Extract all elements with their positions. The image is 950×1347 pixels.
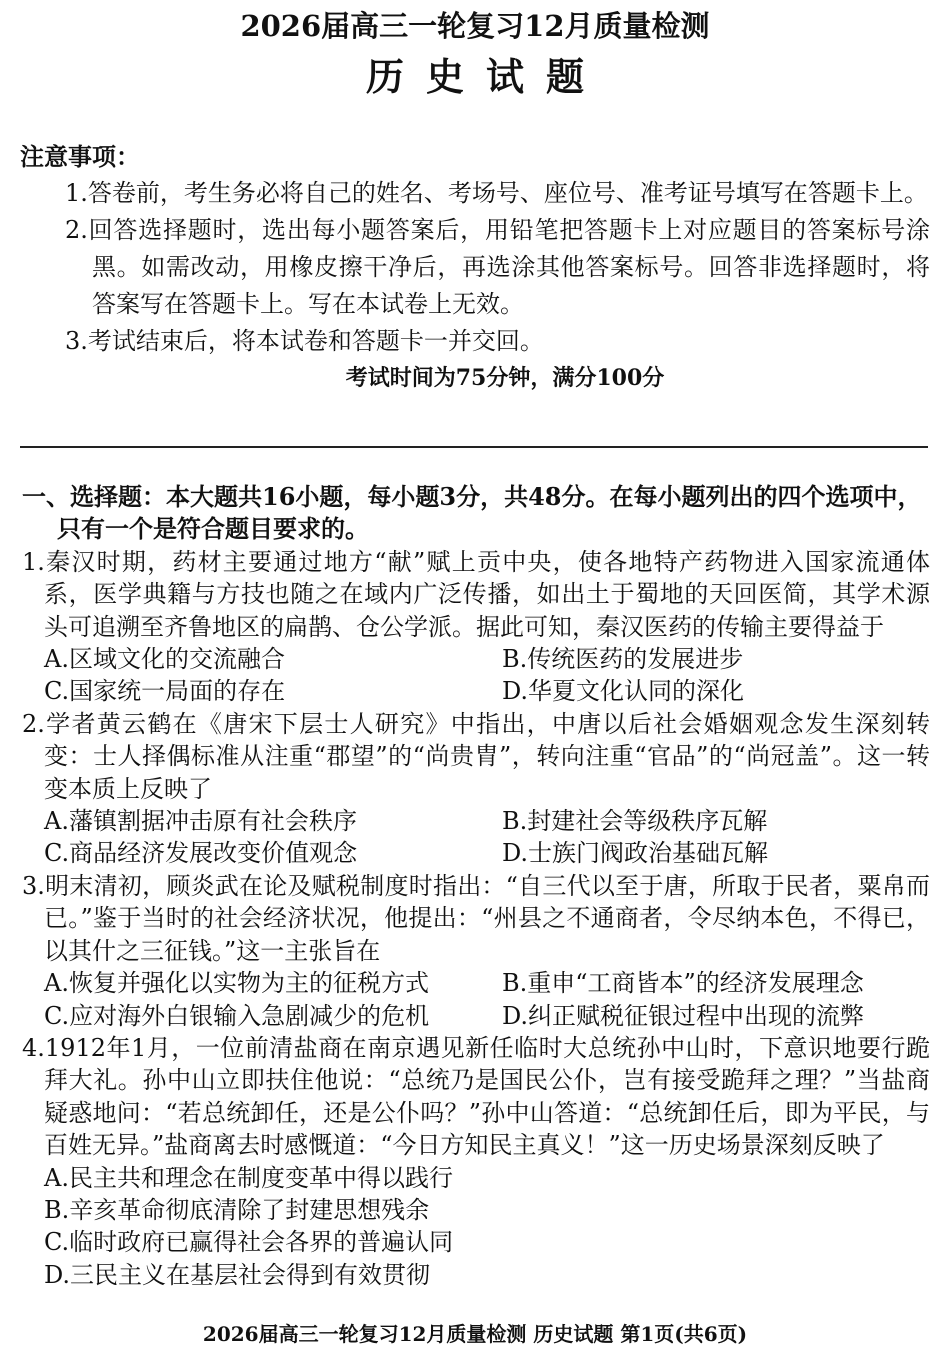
page-footer: 2026届高三一轮复习12月质量检测 历史试题 第1页(共6页): [202, 1322, 748, 1346]
question-stem: 2.学者黄云鹤在《唐宋下层士人研究》中指出，中唐以后社会婚姻观念发生深刻转变：士人择偶标准从注重“郡望”的“尚贵胄”，转向注重“官品”的“尚冠盖”。这一转变本质上反映了: [22, 709, 930, 803]
option-c: C.商品经济发展改变价值观念: [44, 839, 358, 868]
option-b: B.重申“工商皆本”的经济发展理念: [502, 969, 864, 998]
option-a: A.区域文化的交流融合: [44, 645, 285, 674]
option-d: D.纠正赋税征银过程中出现的流弊: [502, 1001, 865, 1030]
divider: [20, 446, 928, 448]
notes-heading: 注意事项：: [20, 142, 140, 171]
option-c: C.国家统一局面的存在: [44, 677, 286, 706]
option-c: C.临时政府已赢得社会各界的普遍认同: [44, 1228, 454, 1257]
note-item: 2.回答选择题时，选出每小题答案后，用铅笔把答题卡上对应题目的答案标号涂黑。如需改动，用橡皮擦干净后，再选涂其他答案标号。回答非选择题时，将答案写在答题卡上。写在本试卷上无效。: [65, 216, 930, 318]
option-b: B.封建社会等级秩序瓦解: [502, 807, 768, 836]
questions-section: [22, 481, 930, 1291]
option-a: A.民主共和理念在制度变革中得以践行: [44, 1163, 453, 1192]
option-c: C.应对海外白银输入急剧减少的危机: [44, 1001, 430, 1030]
option-a: A.藩镇割据冲击原有社会秩序: [44, 807, 357, 836]
question-stem: 3.明末清初，顾炎武在论及赋税制度时指出：“自三代以至于唐，所取于民者，粟帛而已。”鉴于当时的社会经济状况，他提出：“州县之不通商者，令尽纳本色，不得已，以其什之三征钱。”这一主张旨在: [22, 871, 930, 965]
question-4: [22, 1032, 930, 1291]
exam-subtitle: 历史试题: [365, 54, 606, 99]
notes-block: [20, 138, 930, 397]
option-b: B.传统医药的发展进步: [502, 645, 744, 674]
option-b: B.辛亥革命彻底清除了封建思想残余: [44, 1195, 430, 1224]
question-stem: 4.1912年1月，一位前清盐商在南京遇见新任临时大总统孙中山时，下意识地要行跪拜大礼。孙中山立即扶住他说：“总统乃是国民公仆，岂有接受跪拜之理？”当盐商疑惑地问：“若总统卸任，还是公仆吗？”孙中山答道：“总统卸任后，即为平民，与百姓无异。”盐商离去时感慨道：“今日方知民主真义！”这一历史场景深刻反映了: [22, 1033, 930, 1160]
note-item: 3.考试结束后，将本试卷和答题卡一并交回。: [65, 327, 544, 355]
exam-title: 2026届高三一轮复习12月质量检测: [240, 9, 710, 43]
question-1: [22, 546, 930, 708]
note-item: 1.答卷前，考生务必将自己的姓名、考场号、座位号、准考证号填写在答题卡上。: [65, 179, 928, 207]
option-d: D.三民主义在基层社会得到有效贯彻: [44, 1260, 431, 1289]
question-3: [22, 870, 930, 1032]
option-d: D.士族门阀政治基础瓦解: [502, 839, 769, 868]
option-a: A.恢复并强化以实物为主的征税方式: [44, 969, 429, 998]
exam-time: 考试时间为75分钟，满分100分: [345, 365, 665, 391]
section-heading: 一、选择题：本大题共16小题，每小题3分，共48分。在每小题列出的四个选项中，只有一个是符合题目要求的。: [22, 482, 922, 544]
question-stem: 1.秦汉时期，药材主要通过地方“献”赋上贡中央，使各地特产药物进入国家流通体系，医学典籍与方技也随之在域内广泛传播，如出土于蜀地的天回医简，其学术源头可追溯至齐鲁地区的扁鹊、仓公学派。据此可知，秦汉医药的传输主要得益于: [22, 547, 930, 641]
option-d: D.华夏文化认同的深化: [502, 677, 745, 706]
question-2: [22, 708, 930, 870]
